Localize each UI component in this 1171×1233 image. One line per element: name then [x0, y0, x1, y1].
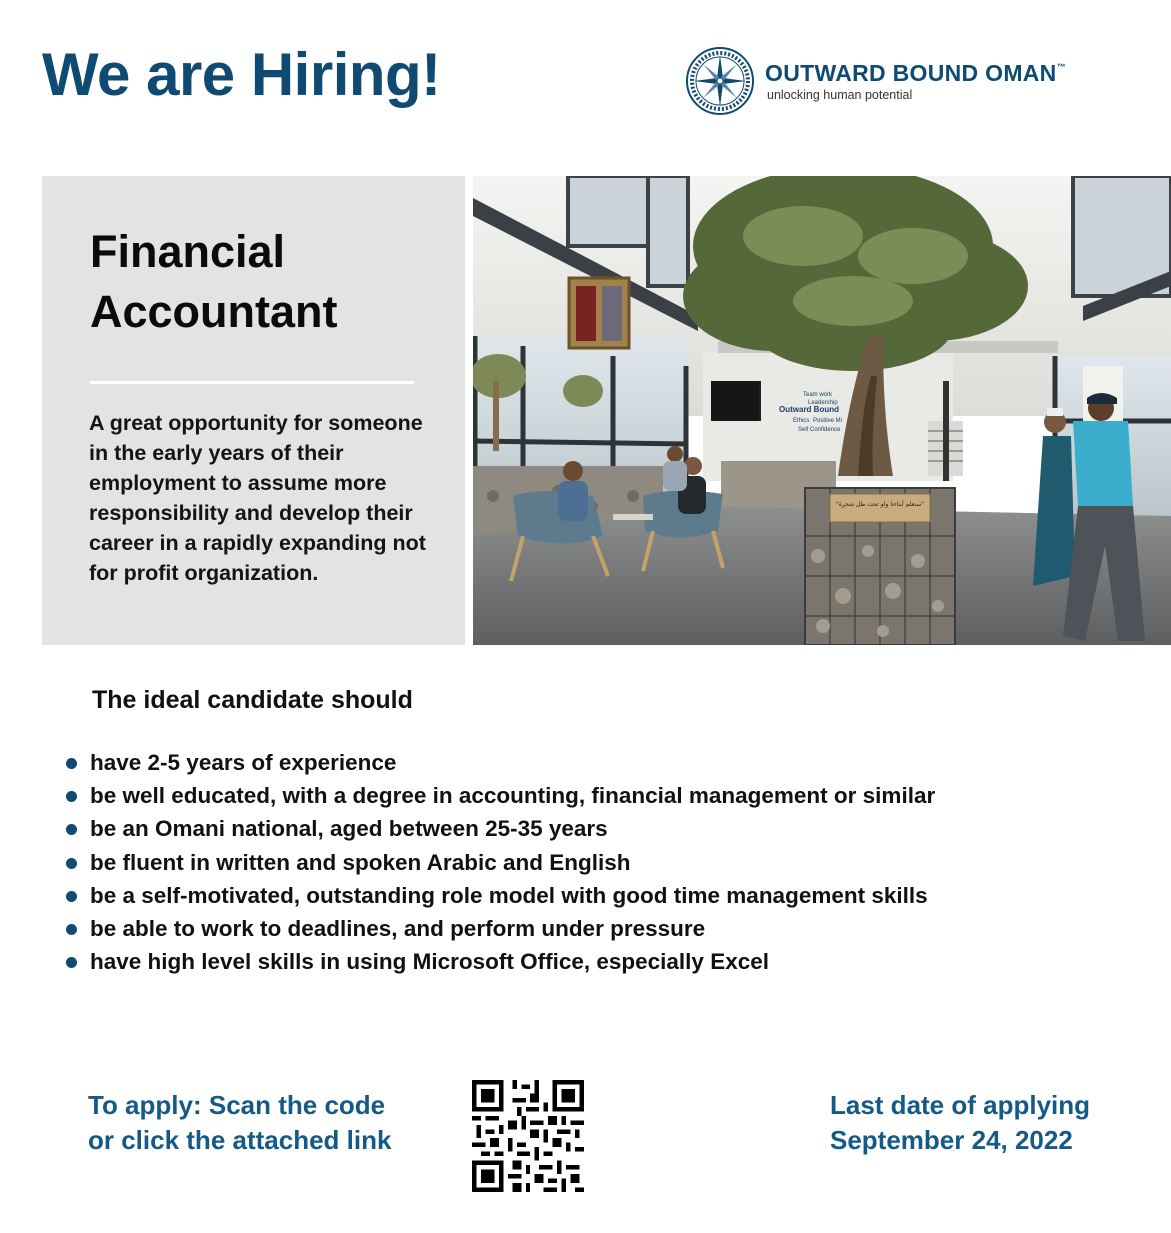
list-item: be able to work to deadlines, and perform under pressure — [64, 913, 935, 946]
apply-line-1: To apply: Scan the code — [88, 1090, 386, 1120]
bullet-icon — [66, 791, 77, 802]
bullet-icon — [66, 891, 77, 902]
plaque-text: "سنعلم أبناءنا ولو تحت ظل شجرة" — [835, 501, 925, 508]
job-title-line-2: Accountant — [90, 286, 338, 337]
requirements-heading: The ideal candidate should — [92, 686, 413, 714]
bullet-icon — [66, 858, 77, 869]
wall-text-5: Positive Mi — [813, 418, 843, 424]
list-item: be a self-motivated, outstanding role model with good time management skills — [64, 880, 935, 913]
panel-divider — [90, 381, 414, 384]
wall-text-6: Self Confidence — [798, 427, 841, 433]
job-title-line-1: Financial — [90, 226, 286, 277]
list-item: have 2-5 years of experience — [64, 747, 935, 780]
qr-code-icon[interactable] — [472, 1080, 584, 1192]
bullet-icon — [66, 824, 77, 835]
list-item: be fluent in written and spoken Arabic and English — [64, 847, 935, 880]
job-title — [90, 222, 338, 342]
trademark-mark: ™ — [1056, 62, 1066, 72]
deadline-line-1: Last date of applying — [830, 1090, 1091, 1120]
apply-instructions — [88, 1088, 391, 1158]
job-description: A great opportunity for someone in the early years of their employment to assume more responsibility and develop their career in a rapidly expanding not for profit organization. — [89, 411, 426, 585]
page-headline: We are Hiring! — [42, 41, 441, 108]
logo-tagline: unlocking human potential — [767, 88, 913, 102]
apply-line-2: or click the attached link — [88, 1125, 392, 1155]
wall-text-4: Ethics — [793, 418, 810, 424]
job-panel — [42, 176, 465, 645]
requirements-list — [64, 747, 935, 979]
wall-text-2: Leadership — [808, 400, 838, 406]
deadline-line-2: September 24, 2022 — [830, 1125, 1073, 1155]
bullet-icon — [66, 758, 77, 769]
application-deadline — [830, 1088, 1090, 1158]
list-item: be an Omani national, aged between 25-35 years — [64, 813, 935, 846]
lobby-photo — [473, 176, 1171, 645]
brand-logo — [685, 46, 1145, 118]
wall-text-3: Outward Bound — [779, 405, 839, 414]
compass-rose-icon — [685, 46, 755, 116]
logo-name: OUTWARD BOUND OMAN™ — [765, 60, 1066, 86]
lobby-illustration — [473, 176, 1171, 645]
wall-text-1: Team work — [803, 392, 833, 398]
list-item: be well educated, with a degree in accounting, financial management or similar — [64, 780, 935, 813]
bullet-icon — [66, 957, 77, 968]
bullet-icon — [66, 924, 77, 935]
list-item: have high level skills in using Microsoft Office, especially Excel — [64, 946, 935, 979]
